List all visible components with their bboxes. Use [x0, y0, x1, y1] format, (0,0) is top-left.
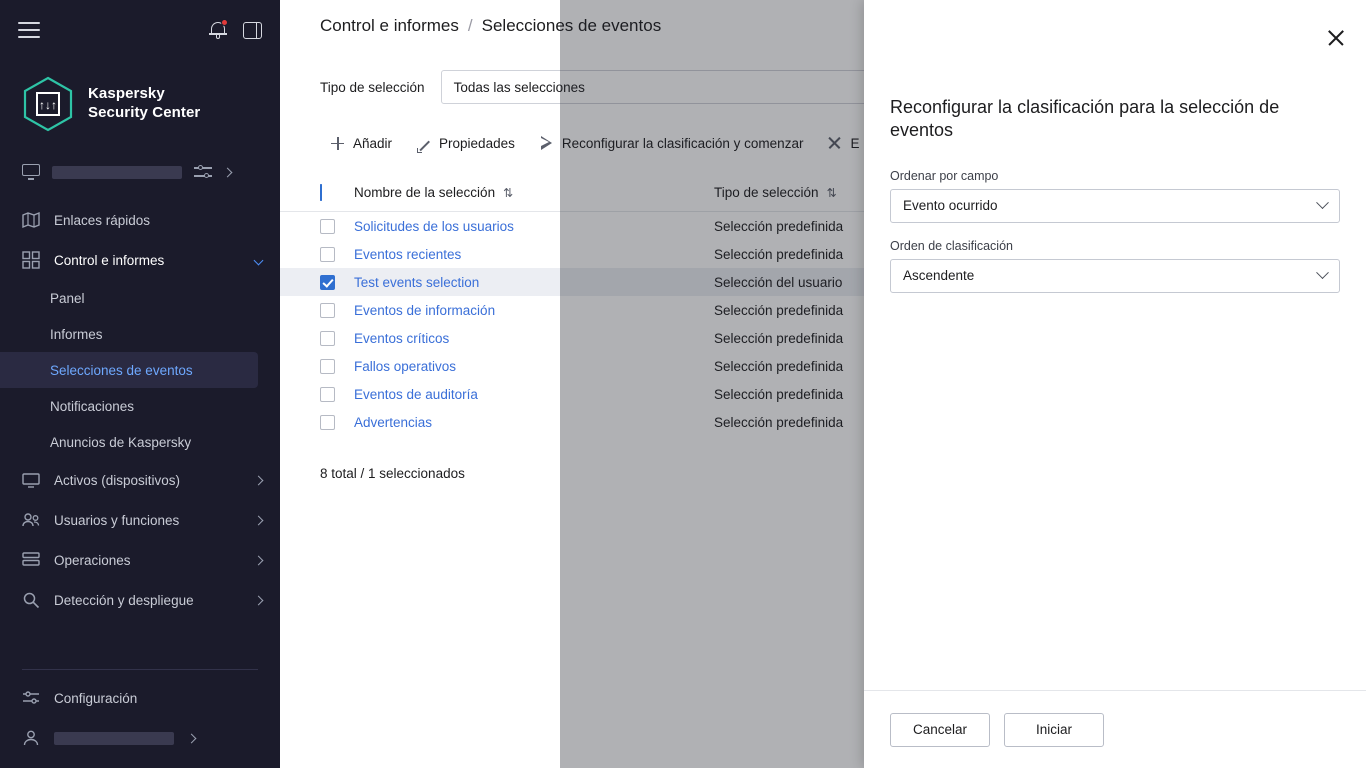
add-button[interactable]: [320, 128, 402, 158]
sidebar-item-operaciones[interactable]: [0, 540, 280, 580]
sidebar-subitem-label: Informes: [50, 326, 103, 342]
sidebar-item-label: Operaciones: [54, 552, 131, 568]
row-name[interactable]: Eventos de información: [354, 302, 496, 318]
row-name[interactable]: Test events selection: [354, 274, 480, 290]
sidebar-item-deteccion-y-despliegue[interactable]: [0, 580, 280, 620]
monitor-icon: [22, 471, 40, 489]
row-name[interactable]: Eventos recientes: [354, 246, 462, 262]
row-checkbox[interactable]: [320, 219, 335, 234]
settings-icon: [22, 689, 40, 707]
sidebar-item-label: Usuarios y funciones: [54, 512, 180, 528]
row-checkbox-cell: [320, 387, 354, 402]
brand-name: [88, 85, 200, 123]
column-header-type-label: Tipo de selección: [714, 185, 819, 200]
sort-arrows-icon[interactable]: ⇅: [826, 185, 836, 200]
row-type: Selección predefinida: [714, 330, 844, 346]
play-icon: [539, 136, 554, 151]
selection-type-label: Tipo de selección: [320, 79, 425, 95]
sort-order-value: Ascendente: [903, 268, 975, 284]
plus-icon: [330, 136, 345, 151]
search-icon: [22, 591, 40, 609]
selection-type-value: Todas las selecciones: [453, 79, 585, 95]
brand: [0, 60, 280, 154]
sidebar-subitem-label: Panel: [50, 290, 85, 306]
sidebar-subitem-label: Anuncios de Kaspersky: [50, 434, 192, 450]
chevron-down-icon: [1316, 267, 1329, 280]
row-name[interactable]: Advertencias: [354, 414, 433, 430]
sort-field-select[interactable]: [890, 189, 1340, 223]
main-content: [280, 0, 1366, 768]
row-checkbox-cell: [320, 275, 354, 290]
breadcrumb-parent[interactable]: Control e informes: [320, 16, 459, 35]
chevron-right-icon[interactable]: [254, 515, 264, 525]
sort-order-select[interactable]: [890, 259, 1340, 293]
row-type: Selección del usuario: [714, 274, 843, 290]
account-name-masked: [52, 166, 182, 179]
row-checkbox[interactable]: [320, 359, 335, 374]
sidebar-item-configuracion[interactable]: [0, 678, 280, 718]
row-name[interactable]: Solicitudes de los usuarios: [354, 218, 514, 234]
row-checkbox-cell: [320, 415, 354, 430]
sidebar-nav: [0, 200, 280, 620]
row-type: Selección predefinida: [714, 414, 844, 430]
row-type: Selección predefinida: [714, 302, 844, 318]
cancel-button[interactable]: Cancelar: [890, 713, 990, 747]
row-name[interactable]: Fallos operativos: [354, 358, 457, 374]
select-all-checkbox[interactable]: [320, 184, 322, 201]
row-checkbox[interactable]: [320, 303, 335, 318]
sidebar-item-label: Configuración: [54, 690, 138, 706]
sidebar-divider: [22, 669, 258, 670]
row-checkbox[interactable]: [320, 415, 335, 430]
drawer-title: Reconfigurar la clasificación para la selección de eventos: [890, 97, 1280, 141]
bell-icon[interactable]: [209, 20, 227, 40]
properties-button[interactable]: [406, 128, 525, 158]
row-type: Selección predefinida: [714, 386, 844, 402]
table-total-text: 8 total / 1 seleccionados: [320, 466, 465, 481]
user-icon: [22, 729, 40, 747]
column-header-name-label: Nombre de la selección: [354, 185, 496, 200]
sidebar-subitem-label: Notificaciones: [50, 398, 135, 414]
brand-line-1: Kaspersky: [88, 85, 165, 103]
sidebar-item-usuarios-y-funciones[interactable]: [0, 500, 280, 540]
breadcrumb-separator: /: [467, 16, 473, 35]
sort-order-label: Orden de clasificación: [890, 238, 1013, 253]
sidebar-item-label: Detección y despliegue: [54, 592, 194, 608]
sidebar-subitem-informes[interactable]: [0, 316, 258, 352]
sidebar-subitem-notificaciones[interactable]: [0, 388, 258, 424]
row-checkbox[interactable]: [320, 331, 335, 346]
users-icon: [22, 511, 40, 529]
kaspersky-logo: [22, 76, 74, 132]
sidebar-bottom: [0, 657, 280, 768]
sidebar-subitem-selecciones-de-eventos[interactable]: [0, 352, 258, 388]
svg-text:↑↓↑: ↑↓↑: [39, 98, 57, 112]
sidebar-top-bar: [0, 0, 280, 60]
monitor-icon: [22, 164, 40, 180]
map-icon: [22, 211, 40, 229]
close-icon[interactable]: [1324, 26, 1348, 50]
row-type: Selección predefinida: [714, 246, 844, 262]
drawer-header: [864, 0, 1366, 74]
sort-field-value: Evento ocurrido: [903, 198, 998, 214]
row-checkbox[interactable]: [320, 247, 335, 262]
notification-badge: [221, 19, 228, 26]
row-checkbox[interactable]: [320, 387, 335, 402]
drawer-body: [864, 74, 1366, 690]
select-all-cell: [320, 185, 354, 200]
properties-button-label: Propiedades: [439, 135, 515, 151]
sidebar-item-label: Enlaces rápidos: [54, 212, 151, 228]
grid-icon: [22, 251, 40, 269]
row-checkbox-cell: [320, 247, 354, 262]
reconfigure-sorting-drawer: [864, 0, 1366, 768]
add-button-label: Añadir: [353, 135, 393, 151]
row-type: Selección predefinida: [714, 218, 844, 234]
drawer-footer: [864, 690, 1366, 768]
sidebar-subitem-panel[interactable]: [0, 280, 258, 316]
sidebar-user-name-masked: [54, 732, 174, 745]
chevron-right-icon[interactable]: [254, 475, 264, 485]
row-checkbox-cell: [320, 331, 354, 346]
sidebar-item-label: Activos (dispositivos): [54, 472, 181, 488]
row-name[interactable]: Eventos de auditoría: [354, 386, 478, 402]
sidebar-subitem-label: Selecciones de eventos: [50, 362, 193, 378]
sort-arrows-icon[interactable]: ⇅: [503, 185, 513, 200]
reconfigure-button-label: Reconfigurar la clasificación y comenzar: [561, 135, 804, 151]
sidebar-subitem-anuncios-de-kaspersky[interactable]: [0, 424, 258, 460]
stack-icon: [22, 551, 40, 569]
sidebar-top-actions: [209, 20, 262, 40]
chevron-right-icon[interactable]: [187, 733, 197, 743]
chevron-right-icon[interactable]: [254, 595, 264, 605]
start-button[interactable]: Iniciar: [1004, 713, 1104, 747]
chevron-right-icon[interactable]: [254, 555, 264, 565]
pencil-icon: [416, 136, 431, 151]
sort-field-label: Ordenar por campo: [890, 168, 999, 183]
sidebar-item-activos-dispositivos[interactable]: [0, 460, 280, 500]
chevron-right-icon[interactable]: [223, 167, 233, 177]
sidebar-item-label: Control e informes: [54, 252, 165, 268]
sidebar: [0, 0, 280, 768]
sidebar-account[interactable]: [0, 154, 280, 190]
chevron-down-icon: [1316, 197, 1329, 210]
sliders-icon[interactable]: [194, 165, 212, 179]
row-checkbox-cell: [320, 359, 354, 374]
breadcrumb-current: Selecciones de eventos: [481, 16, 662, 35]
brand-line-2: Security Center: [88, 104, 201, 121]
row-checkbox-cell: [320, 303, 354, 318]
sidebar-item-enlaces-rapidos[interactable]: [0, 200, 280, 240]
sidebar-item-user-account[interactable]: [0, 718, 280, 758]
panel-toggle-icon[interactable]: [243, 22, 262, 39]
chevron-down-icon[interactable]: [254, 255, 264, 265]
row-name[interactable]: Eventos críticos: [354, 330, 450, 346]
sidebar-item-control-e-informes[interactable]: [0, 240, 280, 280]
row-checkbox[interactable]: [320, 275, 335, 290]
delete-button-label: E: [850, 135, 860, 151]
hamburger-icon[interactable]: [18, 22, 40, 38]
row-checkbox-cell: [320, 219, 354, 234]
row-type: Selección predefinida: [714, 358, 844, 374]
